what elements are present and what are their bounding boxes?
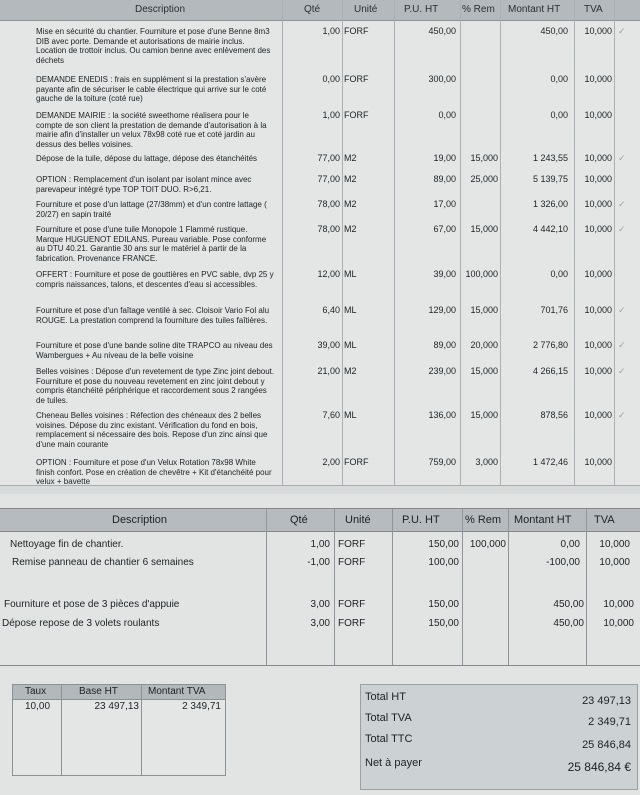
row-amount: 450,00 xyxy=(540,26,568,36)
row-vat: 10,000 xyxy=(584,269,612,279)
row-amount: 0,00 xyxy=(550,74,568,84)
total-tva-label: Total TVA xyxy=(365,712,412,724)
row-amount: 701,76 xyxy=(540,305,568,315)
row-discount: 15,000 xyxy=(470,366,498,376)
row-unit-price: 0,00 xyxy=(438,110,456,120)
check-mark-icon: ✓ xyxy=(618,340,626,350)
col-amount: Montant HT xyxy=(514,514,572,526)
row-description: Belles voisines : Dépose d'un revetement de type Zinc joint debout. Fourniture et pose du nouveau revetement en zinc joint debout y compris étanchéité périphérique et raccordement sous 2 rangées de tuiles. xyxy=(36,367,275,405)
table-header xyxy=(0,509,640,532)
row-discount: 15,000 xyxy=(470,410,498,420)
col-unit-price: P.U. HT xyxy=(404,4,439,15)
row-qty: 1,00 xyxy=(322,26,340,36)
row-description: Fourniture et pose de 3 pièces d'appuie xyxy=(4,599,180,610)
row-vat: 10,000 xyxy=(584,366,612,376)
row-vat: 10,000 xyxy=(584,224,612,234)
row-qty: 2,00 xyxy=(322,457,340,467)
check-mark-icon: ✓ xyxy=(618,153,626,163)
col-base: Base HT xyxy=(79,686,118,697)
row-discount: 100,000 xyxy=(465,269,498,279)
table-header xyxy=(13,685,225,700)
row-qty: 77,00 xyxy=(317,153,340,163)
col-vat: TVA xyxy=(584,4,603,15)
row-vat: 10,000 xyxy=(584,26,612,36)
row-unit: M2 xyxy=(344,174,357,184)
row-vat: 10,000 xyxy=(603,618,634,629)
column-divider xyxy=(614,0,615,485)
row-unit-price: 300,00 xyxy=(428,74,456,84)
row-description: Dépose repose de 3 volets roulants xyxy=(2,618,160,629)
row-amount: 4 442,10 xyxy=(532,224,568,234)
row-unit: FORF xyxy=(338,599,366,610)
row-qty: 3,00 xyxy=(310,599,330,610)
total-ttc-label: Total TTC xyxy=(365,733,413,745)
quote-page-2 xyxy=(0,494,640,795)
row-description: Fourniture et pose d'une tuile Monopole 1 Flammé rustique. Marque HUGUENOT EDILANS. Pureau variable. Pose conforme au DTU 40.21. Garantie 30 ans sur le matériel à partir de la fabrication. Provenance FRANCE. xyxy=(36,225,267,263)
col-rate: Taux xyxy=(25,686,47,697)
row-description: Nettoyage fin de chantier. xyxy=(10,539,124,550)
col-vat: TVA xyxy=(594,514,615,526)
row-description: Fourniture et pose d'une bande soline dite TRAPCO au niveau des Wambergues + Au niveau de la belle voisine xyxy=(36,341,273,360)
row-unit-price: 450,00 xyxy=(428,26,456,36)
vat-amount: 2 349,71 xyxy=(182,701,221,712)
row-description: OPTION : Remplacement d'un isolant par isolant mince avec parevapeur intégré type TOP TOIT DUO. R>6,21. xyxy=(36,175,252,194)
row-description: Fourniture et pose d'un faîtage ventilé à sec. Cloisoir Vario Fol alu ROUGE. La prestation comprend la fourniture des tuiles faîtières. xyxy=(36,306,270,325)
row-unit: M2 xyxy=(344,366,357,376)
row-amount: 0,00 xyxy=(550,110,568,120)
table-header xyxy=(0,0,640,21)
row-description: DEMANDE ENEDIS : frais en supplément si la prestation s'avère payante afin de sécuriser le cable électrique qui arrive sur le coté gauche de la toiture (coté rue) xyxy=(36,75,267,103)
row-description: Fourniture et pose d'un lattage (27/38mm) et d'un contre lattage ( 20/27) en sapin traité xyxy=(36,200,267,219)
row-vat: 10,000 xyxy=(599,557,630,568)
column-divider xyxy=(342,0,343,485)
row-vat: 10,000 xyxy=(603,599,634,610)
row-discount: 20,000 xyxy=(470,340,498,350)
col-discount: % Rem xyxy=(462,4,495,15)
row-qty: 12,00 xyxy=(317,269,340,279)
check-mark-icon: ✓ xyxy=(618,305,626,315)
check-mark-icon: ✓ xyxy=(618,366,626,376)
row-unit-price: 150,00 xyxy=(428,599,459,610)
row-discount: 100,000 xyxy=(469,539,506,550)
vat-base: 23 497,13 xyxy=(94,701,139,712)
col-unit: Unité xyxy=(354,4,378,15)
row-vat: 10,000 xyxy=(584,410,612,420)
row-qty: 7,60 xyxy=(322,410,340,420)
row-unit-price: 129,00 xyxy=(428,305,456,315)
row-discount: 25,000 xyxy=(470,174,498,184)
row-vat: 10,000 xyxy=(584,110,612,120)
row-description: DEMANDE MAIRIE : la société sweethome réalisera pour le compte de son client la prestation de demande d'autorisation à la mairie afin d'installer un velux 78x98 coté rue et coté jardin au dessus des belles voisines. xyxy=(36,111,267,149)
row-unit-price: 150,00 xyxy=(428,539,459,550)
row-unit-price: 39,00 xyxy=(433,269,456,279)
row-unit: FORF xyxy=(338,539,366,550)
row-unit: FORF xyxy=(344,74,369,84)
row-qty: 1,00 xyxy=(322,110,340,120)
check-mark-icon: ✓ xyxy=(618,410,626,420)
row-unit: M2 xyxy=(344,153,357,163)
row-vat: 10,000 xyxy=(584,199,612,209)
row-unit-price: 89,00 xyxy=(433,340,456,350)
row-unit: ML xyxy=(344,410,357,420)
row-qty: 1,00 xyxy=(310,539,330,550)
totals-box xyxy=(360,684,638,790)
total-ht-label: Total HT xyxy=(365,691,406,703)
col-unit-price: P.U. HT xyxy=(402,514,440,526)
row-unit: M2 xyxy=(344,224,357,234)
row-qty: 39,00 xyxy=(317,340,340,350)
row-unit: FORF xyxy=(338,557,366,568)
row-description: OFFERT : Fourniture et pose de gouttières en PVC sable, dvp 25 y compris naissances, talons, et descentes d'eau si accessibles. xyxy=(36,270,274,289)
total-tva-value: 2 349,71 xyxy=(588,716,631,728)
check-mark-icon: ✓ xyxy=(618,26,626,36)
column-divider xyxy=(61,685,62,775)
row-amount: 1 326,00 xyxy=(532,199,568,209)
row-amount: 450,00 xyxy=(553,599,584,610)
row-unit: FORF xyxy=(344,457,369,467)
column-divider xyxy=(462,509,463,665)
column-divider xyxy=(392,509,393,665)
check-mark-icon: ✓ xyxy=(618,199,626,209)
col-qty: Qté xyxy=(304,4,321,15)
row-unit-price: 100,00 xyxy=(428,557,459,568)
column-divider xyxy=(266,509,267,665)
column-divider xyxy=(334,509,335,665)
row-unit: ML xyxy=(344,340,357,350)
row-unit-price: 19,00 xyxy=(433,153,456,163)
column-divider xyxy=(508,509,509,665)
row-vat: 10,000 xyxy=(584,74,612,84)
row-description: OPTION : Fourniture et pose d'un Velux Rotation 78x98 White finish confort. Pose en création de chevêtre + Kit d'étanchéité pour velux + bavette xyxy=(36,458,272,486)
row-unit: FORF xyxy=(344,26,369,36)
row-description: Dépose de la tuile, dépose du lattage, dépose des étanchéités xyxy=(36,154,258,163)
row-amount: 1 472,46 xyxy=(532,457,568,467)
total-ttc-value: 25 846,84 xyxy=(582,739,631,751)
row-unit: M2 xyxy=(344,199,357,209)
row-qty: 21,00 xyxy=(317,366,340,376)
row-qty: 3,00 xyxy=(310,618,330,629)
net-to-pay-label: Net à payer xyxy=(365,757,422,769)
row-unit-price: 17,00 xyxy=(433,199,456,209)
row-discount: 3,000 xyxy=(475,457,498,467)
col-amount: Montant HT xyxy=(508,4,561,15)
row-unit: ML xyxy=(344,269,357,279)
row-amount: 0,00 xyxy=(560,539,580,550)
column-divider xyxy=(141,685,142,775)
row-amount: 1 243,55 xyxy=(532,153,568,163)
row-unit-price: 136,00 xyxy=(428,410,456,420)
row-unit: ML xyxy=(344,305,357,315)
col-unit: Unité xyxy=(345,514,371,526)
row-qty: -1,00 xyxy=(307,557,330,568)
row-amount: 2 776,80 xyxy=(532,340,568,350)
row-unit-price: 67,00 xyxy=(433,224,456,234)
vat-breakdown-table xyxy=(12,684,226,776)
row-vat: 10,000 xyxy=(584,153,612,163)
col-description: Description xyxy=(135,4,186,15)
row-qty: 77,00 xyxy=(317,174,340,184)
total-ht-value: 23 497,13 xyxy=(582,695,631,707)
row-discount: 15,000 xyxy=(470,305,498,315)
row-vat: 10,000 xyxy=(584,340,612,350)
row-amount: 450,00 xyxy=(553,618,584,629)
row-unit-price: 759,00 xyxy=(428,457,456,467)
row-vat: 10,000 xyxy=(599,539,630,550)
net-to-pay-value: 25 846,84 € xyxy=(567,760,631,774)
vat-rate: 10,00 xyxy=(25,701,51,712)
quote-table-2 xyxy=(0,508,640,666)
row-amount: 5 139,75 xyxy=(532,174,568,184)
row-qty: 0,00 xyxy=(322,74,340,84)
col-discount: % Rem xyxy=(465,514,502,526)
row-vat: 10,000 xyxy=(584,305,612,315)
row-description: Remise panneau de chantier 6 semaines xyxy=(12,557,194,568)
row-unit: FORF xyxy=(338,618,366,629)
col-description: Description xyxy=(112,514,168,526)
row-amount: 0,00 xyxy=(550,269,568,279)
row-unit: FORF xyxy=(344,110,369,120)
row-description: Mise en sécurité du chantier. Fourniture et pose d'une Benne 8m3 DIB avec porte. Demande et autorisations de mairie inclus. Location de trottoir inclus. Ou camion benne avec enlèvement des déchets xyxy=(36,27,271,65)
column-divider xyxy=(282,0,283,485)
check-mark-icon: ✓ xyxy=(618,224,626,234)
row-amount: 878,56 xyxy=(540,410,568,420)
row-qty: 6,40 xyxy=(322,305,340,315)
row-qty: 78,00 xyxy=(317,199,340,209)
row-description: Cheneau Belles voisines : Réfection des chéneaux des 2 belles voisines. Dépose du zinc existant. Vérification du fond en bois, remplacement si nécessaire des bois. Repose d'un zinc ainsi que d'une main courante xyxy=(36,411,268,449)
row-amount: -100,00 xyxy=(546,557,580,568)
row-vat: 10,000 xyxy=(584,174,612,184)
row-discount: 15,000 xyxy=(470,224,498,234)
row-discount: 15,000 xyxy=(470,153,498,163)
row-unit-price: 150,00 xyxy=(428,618,459,629)
row-vat: 10,000 xyxy=(584,457,612,467)
row-qty: 78,00 xyxy=(317,224,340,234)
column-divider xyxy=(394,0,395,485)
col-vat-amount: Montant TVA xyxy=(148,686,206,697)
row-amount: 4 266,15 xyxy=(532,366,568,376)
row-unit-price: 239,00 xyxy=(428,366,456,376)
column-divider xyxy=(586,509,587,665)
row-unit-price: 89,00 xyxy=(433,174,456,184)
col-qty: Qté xyxy=(290,514,308,526)
